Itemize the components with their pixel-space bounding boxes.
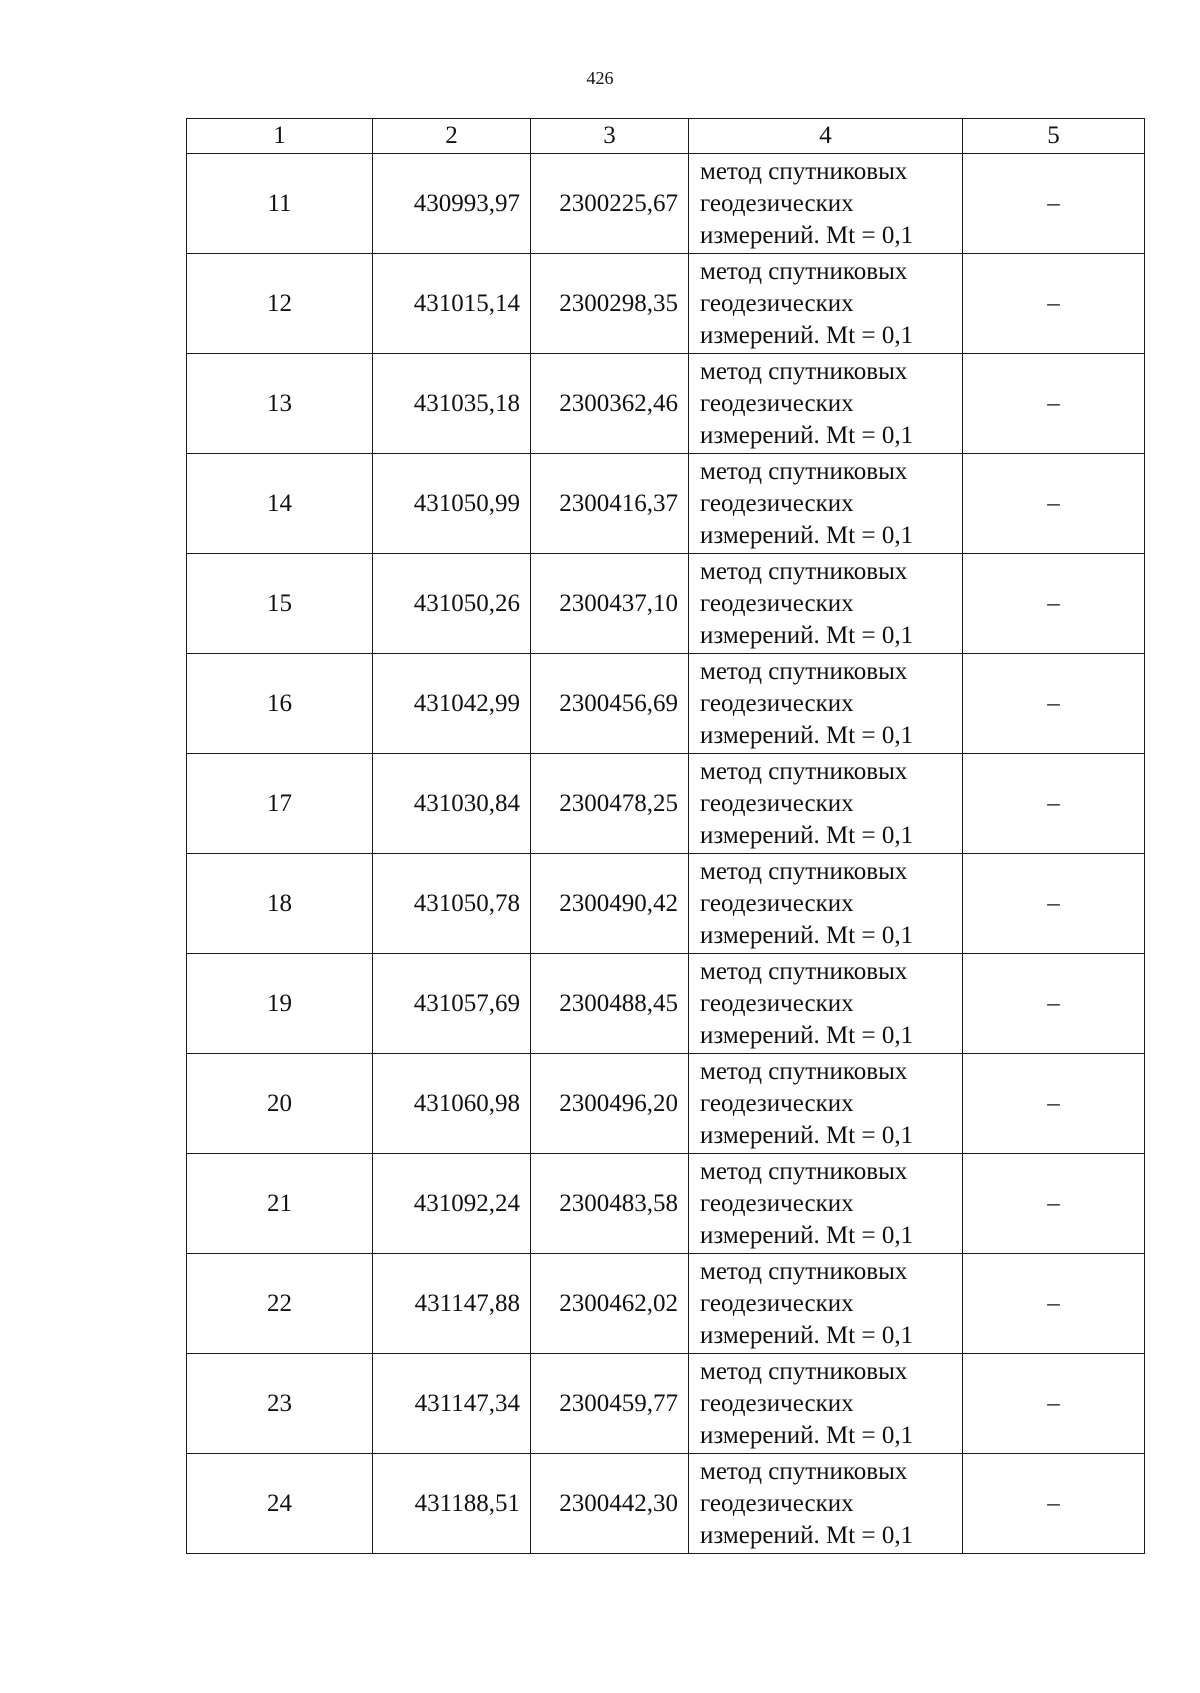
method-line: геодезических [700, 1189, 854, 1217]
method-line: измерений. Mt = 0,1 [700, 1221, 914, 1249]
x-coordinate-cell: 431050,26 [373, 554, 531, 654]
note-cell: – [963, 1154, 1145, 1254]
point-number-cell: 21 [187, 1154, 373, 1254]
method-line: метод спутниковых [700, 1157, 908, 1185]
method-line: измерений. Mt = 0,1 [700, 1021, 914, 1049]
method-line: метод спутниковых [700, 957, 908, 985]
x-coordinate-cell: 431057,69 [373, 954, 531, 1054]
y-coordinate-cell: 2300478,25 [531, 754, 689, 854]
method-cell [689, 854, 963, 954]
table-row [187, 954, 1145, 1054]
point-number-cell: 18 [187, 854, 373, 954]
y-coordinate-cell: 2300488,45 [531, 954, 689, 1054]
table-body [187, 154, 1145, 1554]
method-cell [689, 154, 963, 254]
method-line: измерений. Mt = 0,1 [700, 1421, 914, 1449]
method-line: измерений. Mt = 0,1 [700, 1521, 914, 1549]
method-line: измерений. Mt = 0,1 [700, 321, 914, 349]
method-line: измерений. Mt = 0,1 [700, 1121, 914, 1149]
table-row [187, 454, 1145, 554]
method-line: геодезических [700, 1489, 854, 1517]
method-cell [689, 354, 963, 454]
method-line: измерений. Mt = 0,1 [700, 721, 914, 749]
method-cell [689, 754, 963, 854]
method-line: метод спутниковых [700, 157, 908, 185]
point-number-cell: 14 [187, 454, 373, 554]
y-coordinate-cell: 2300490,42 [531, 854, 689, 954]
method-line: геодезических [700, 289, 854, 317]
table-row [187, 1354, 1145, 1454]
column-header-y: 3 [531, 119, 689, 154]
x-coordinate-cell: 430993,97 [373, 154, 531, 254]
y-coordinate-cell: 2300462,02 [531, 1254, 689, 1354]
method-line: метод спутниковых [700, 257, 908, 285]
method-cell [689, 454, 963, 554]
point-number-cell: 19 [187, 954, 373, 1054]
column-header-x: 2 [373, 119, 531, 154]
method-line: измерений. Mt = 0,1 [700, 421, 914, 449]
table-header-row [187, 119, 1145, 154]
point-number-cell: 15 [187, 554, 373, 654]
x-coordinate-cell: 431147,34 [373, 1354, 531, 1454]
note-cell: – [963, 1254, 1145, 1354]
method-line: метод спутниковых [700, 557, 908, 585]
column-header-method: 4 [689, 119, 963, 154]
column-header-note: 5 [963, 119, 1145, 154]
y-coordinate-cell: 2300496,20 [531, 1054, 689, 1154]
method-line: метод спутниковых [700, 1057, 908, 1085]
table-row [187, 1054, 1145, 1154]
point-number-cell: 22 [187, 1254, 373, 1354]
method-line: геодезических [700, 189, 854, 217]
method-cell [689, 1354, 963, 1454]
x-coordinate-cell: 431015,14 [373, 254, 531, 354]
method-line: метод спутниковых [700, 1457, 908, 1485]
method-line: измерений. Mt = 0,1 [700, 521, 914, 549]
x-coordinate-cell: 431147,88 [373, 1254, 531, 1354]
y-coordinate-cell: 2300459,77 [531, 1354, 689, 1454]
method-cell [689, 554, 963, 654]
y-coordinate-cell: 2300437,10 [531, 554, 689, 654]
note-cell: – [963, 254, 1145, 354]
point-number-cell: 24 [187, 1454, 373, 1554]
table-row [187, 1154, 1145, 1254]
method-cell [689, 254, 963, 354]
note-cell: – [963, 754, 1145, 854]
note-cell: – [963, 554, 1145, 654]
point-number-cell: 13 [187, 354, 373, 454]
x-coordinate-cell: 431030,84 [373, 754, 531, 854]
method-line: метод спутниковых [700, 457, 908, 485]
table-row [187, 854, 1145, 954]
method-line: метод спутниковых [700, 1257, 908, 1285]
method-line: метод спутниковых [700, 1357, 908, 1385]
method-line: метод спутниковых [700, 357, 908, 385]
method-line: измерений. Mt = 0,1 [700, 221, 914, 249]
x-coordinate-cell: 431035,18 [373, 354, 531, 454]
x-coordinate-cell: 431092,24 [373, 1154, 531, 1254]
table-row [187, 254, 1145, 354]
coordinates-table [186, 118, 1145, 1554]
method-line: геодезических [700, 989, 854, 1017]
point-number-cell: 11 [187, 154, 373, 254]
method-line: измерений. Mt = 0,1 [700, 621, 914, 649]
method-line: геодезических [700, 889, 854, 917]
point-number-cell: 16 [187, 654, 373, 754]
method-line: метод спутниковых [700, 757, 908, 785]
point-number-cell: 23 [187, 1354, 373, 1454]
note-cell: – [963, 654, 1145, 754]
method-cell [689, 654, 963, 754]
y-coordinate-cell: 2300456,69 [531, 654, 689, 754]
x-coordinate-cell: 431050,99 [373, 454, 531, 554]
method-line: геодезических [700, 489, 854, 517]
page-number: 426 [586, 68, 614, 88]
method-line: метод спутниковых [700, 657, 908, 685]
x-coordinate-cell: 431050,78 [373, 854, 531, 954]
method-line: геодезических [700, 589, 854, 617]
method-line: геодезических [700, 789, 854, 817]
note-cell: – [963, 154, 1145, 254]
column-header-number: 1 [187, 119, 373, 154]
y-coordinate-cell: 2300483,58 [531, 1154, 689, 1254]
y-coordinate-cell: 2300225,67 [531, 154, 689, 254]
method-cell [689, 1054, 963, 1154]
table-row [187, 654, 1145, 754]
y-coordinate-cell: 2300442,30 [531, 1454, 689, 1554]
method-cell [689, 1154, 963, 1254]
x-coordinate-cell: 431042,99 [373, 654, 531, 754]
note-cell: – [963, 1054, 1145, 1154]
method-line: геодезических [700, 389, 854, 417]
table-row [187, 1254, 1145, 1354]
x-coordinate-cell: 431188,51 [373, 1454, 531, 1554]
method-cell [689, 1454, 963, 1554]
method-cell [689, 954, 963, 1054]
note-cell: – [963, 1454, 1145, 1554]
note-cell: – [963, 854, 1145, 954]
note-cell: – [963, 454, 1145, 554]
table-row [187, 1454, 1145, 1554]
table-row [187, 554, 1145, 654]
table-row [187, 354, 1145, 454]
point-number-cell: 20 [187, 1054, 373, 1154]
y-coordinate-cell: 2300416,37 [531, 454, 689, 554]
method-line: геодезических [700, 689, 854, 717]
point-number-cell: 12 [187, 254, 373, 354]
note-cell: – [963, 954, 1145, 1054]
method-line: геодезических [700, 1089, 854, 1117]
method-cell [689, 1254, 963, 1354]
note-cell: – [963, 354, 1145, 454]
y-coordinate-cell: 2300298,35 [531, 254, 689, 354]
method-line: измерений. Mt = 0,1 [700, 921, 914, 949]
method-line: геодезических [700, 1289, 854, 1317]
table-row [187, 754, 1145, 854]
method-line: метод спутниковых [700, 857, 908, 885]
point-number-cell: 17 [187, 754, 373, 854]
y-coordinate-cell: 2300362,46 [531, 354, 689, 454]
table-row [187, 154, 1145, 254]
x-coordinate-cell: 431060,98 [373, 1054, 531, 1154]
method-line: измерений. Mt = 0,1 [700, 821, 914, 849]
method-line: геодезических [700, 1389, 854, 1417]
note-cell: – [963, 1354, 1145, 1454]
method-line: измерений. Mt = 0,1 [700, 1321, 914, 1349]
